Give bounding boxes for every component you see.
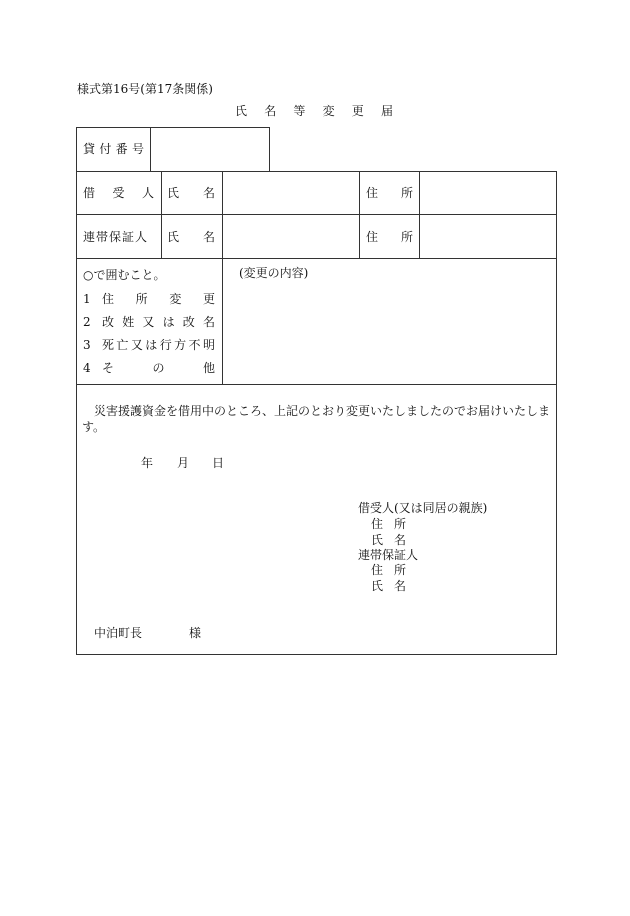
- change-content-field[interactable]: [230, 284, 550, 378]
- loan-number-label: 貸 付 番 号: [83, 142, 144, 156]
- option-number-3: 3: [83, 338, 91, 352]
- notice-text: 災害援護資金を借用中のところ、上記のとおり変更いたしましたのでお届けいたします。: [82, 404, 551, 434]
- signature-guarantor-address-label: 住 所: [371, 563, 406, 577]
- guarantor-address-label: 住 所: [366, 230, 413, 244]
- addressee-office: 中泊町長: [94, 626, 143, 640]
- form-title: 氏 名 等 変 更 届: [235, 104, 393, 118]
- circle-instruction: ○で囲むこと。: [83, 268, 166, 282]
- borrower-label: 借 受 人: [83, 186, 154, 200]
- borrower-name-field[interactable]: [228, 186, 353, 200]
- option-number-4: 4: [83, 361, 91, 375]
- change-content-label: (変更の内容): [239, 266, 309, 280]
- option-other[interactable]: そ の 他: [102, 361, 215, 375]
- date-month: 月: [177, 456, 190, 470]
- option-death-or-missing[interactable]: 死 亡 又 は 行 方 不 明: [102, 338, 215, 352]
- option-address-change[interactable]: 住 所 変 更: [102, 292, 215, 306]
- signature-guarantor-name-label: 氏 名: [371, 579, 406, 593]
- borrower-address-label: 住 所: [366, 186, 413, 200]
- signature-borrower-heading: 借受人(又は同居の親族): [358, 501, 488, 515]
- option-number-1: 1: [83, 292, 91, 306]
- form-number: 様式第16号(第17条関係): [77, 82, 213, 96]
- guarantor-address-field[interactable]: [425, 230, 551, 244]
- guarantor-label: 連帯保証人: [83, 230, 149, 244]
- signature-guarantor-heading: 連帯保証人: [358, 548, 419, 562]
- date-year: 年: [141, 456, 154, 470]
- addressee-honorific: 様: [189, 626, 202, 640]
- borrower-name-label: 氏 名: [167, 186, 215, 200]
- signature-borrower-address-label: 住 所: [371, 517, 406, 531]
- signature-borrower-name-label: 氏 名: [371, 533, 406, 547]
- option-name-change[interactable]: 改 姓 又 は 改 名: [102, 315, 215, 329]
- guarantor-name-field[interactable]: [228, 230, 353, 244]
- date-day: 日: [212, 456, 225, 470]
- guarantor-name-label: 氏 名: [167, 230, 215, 244]
- option-number-2: 2: [83, 315, 91, 329]
- borrower-address-field[interactable]: [425, 186, 551, 200]
